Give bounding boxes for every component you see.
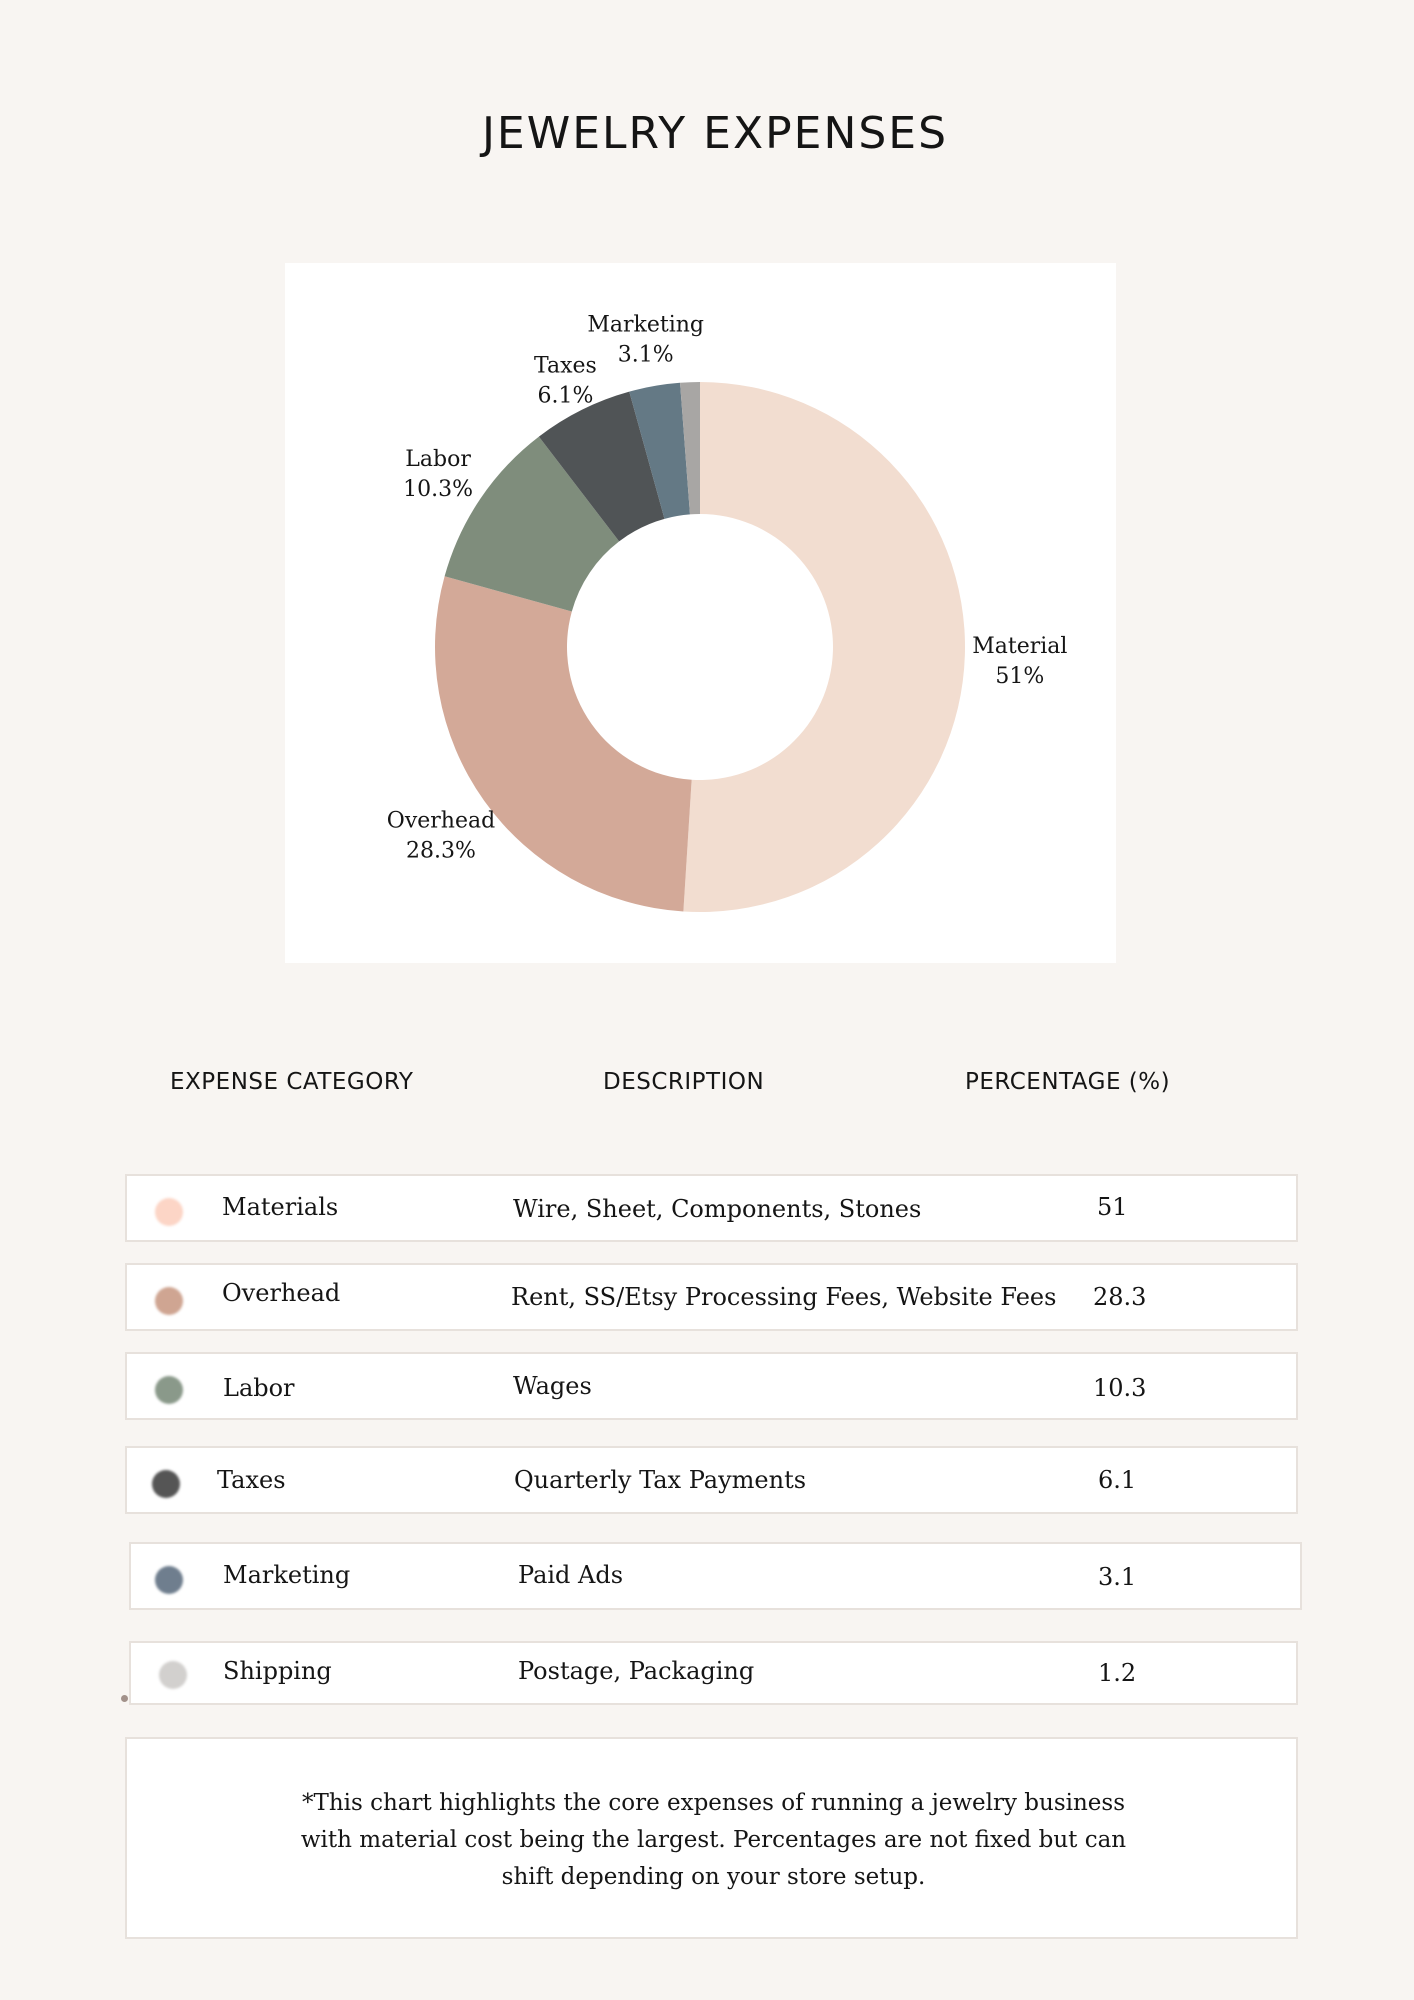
footnote-box bbox=[125, 1737, 1298, 1939]
description-cell: Quarterly Tax Payments bbox=[514, 1466, 807, 1494]
footnote-text: *This chart highlights the core expenses of running a jewelry business with material cost being the largest. Percentages are not fixed but can shift depending on your store setup. bbox=[300, 1790, 1127, 1890]
category-cell: Labor bbox=[223, 1374, 295, 1402]
description-cell: Wages bbox=[513, 1372, 592, 1400]
slice-label-name: Overhead bbox=[386, 808, 496, 834]
slice-label-value: 28.3% bbox=[406, 838, 476, 864]
slice-label-taxes bbox=[534, 354, 597, 409]
category-cell: Taxes bbox=[217, 1466, 286, 1494]
category-cell: Materials bbox=[222, 1193, 339, 1221]
slice-label-value: 3.1% bbox=[617, 342, 674, 368]
header-percentage: PERCENTAGE (%) bbox=[965, 1069, 1171, 1095]
donut-chart bbox=[285, 263, 1116, 963]
slice-label-value: 6.1% bbox=[537, 383, 594, 409]
color-dot-icon bbox=[155, 1287, 183, 1315]
table-row bbox=[125, 1174, 1298, 1242]
percentage-cell: 10.3 bbox=[1093, 1374, 1147, 1402]
description-cell: Rent, SS/Etsy Processing Fees, Website Fees bbox=[511, 1283, 1057, 1311]
color-dot-icon bbox=[159, 1661, 187, 1689]
percentage-cell: 3.1 bbox=[1098, 1563, 1137, 1591]
table-row bbox=[125, 1446, 1298, 1514]
slice-label-overhead bbox=[387, 808, 495, 863]
donut-chart-card bbox=[285, 263, 1116, 963]
table-row bbox=[125, 1263, 1298, 1331]
table-row bbox=[129, 1641, 1298, 1705]
decorative-dot bbox=[121, 1695, 128, 1702]
color-dot-icon bbox=[155, 1566, 183, 1594]
donut-slice-material bbox=[683, 382, 965, 912]
page-title: JEWELRY EXPENSES bbox=[481, 108, 949, 159]
color-dot-icon bbox=[155, 1198, 183, 1226]
slice-label-name: Taxes bbox=[534, 353, 597, 379]
slice-label-name: Marketing bbox=[587, 312, 704, 338]
header-description: DESCRIPTION bbox=[603, 1069, 765, 1095]
percentage-cell: 6.1 bbox=[1098, 1466, 1137, 1494]
percentage-cell: 1.2 bbox=[1098, 1659, 1137, 1687]
header-expense-category: EXPENSE CATEGORY bbox=[170, 1069, 414, 1095]
slice-label-marketing bbox=[587, 313, 704, 368]
percentage-cell: 51 bbox=[1097, 1193, 1128, 1221]
slice-label-value: 51% bbox=[995, 664, 1045, 690]
category-cell: Shipping bbox=[223, 1657, 332, 1685]
description-cell: Paid Ads bbox=[518, 1561, 624, 1589]
category-cell: Overhead bbox=[222, 1279, 341, 1307]
color-dot-icon bbox=[155, 1376, 183, 1404]
category-cell: Marketing bbox=[223, 1561, 351, 1589]
description-cell: Wire, Sheet, Components, Stones bbox=[513, 1195, 922, 1223]
color-dot-icon bbox=[152, 1470, 180, 1498]
table-row bbox=[125, 1352, 1298, 1420]
slice-label-labor bbox=[403, 447, 473, 502]
slice-label-name: Labor bbox=[405, 447, 471, 473]
slice-label-value: 10.3% bbox=[403, 477, 474, 503]
description-cell: Postage, Packaging bbox=[518, 1657, 755, 1685]
table-row bbox=[129, 1542, 1302, 1610]
slice-label-name: Material bbox=[972, 634, 1068, 660]
slice-label-material bbox=[972, 634, 1067, 689]
percentage-cell: 28.3 bbox=[1093, 1283, 1147, 1311]
